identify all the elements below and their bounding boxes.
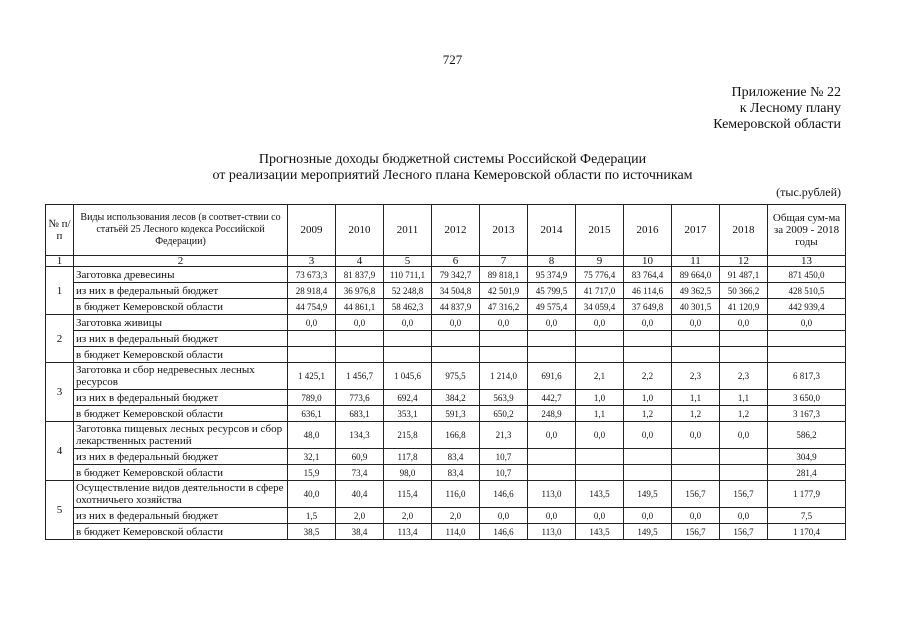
value-cell: 0,0 (720, 422, 768, 449)
column-number: 13 (768, 256, 846, 267)
value-cell: 146,6 (480, 524, 528, 540)
total-cell: 428 510,5 (768, 283, 846, 299)
value-cell (432, 331, 480, 347)
row-label: из них в федеральный бюджет (74, 390, 288, 406)
value-cell (720, 449, 768, 465)
value-cell (288, 331, 336, 347)
header-year: 2017 (672, 205, 720, 256)
value-cell: 2,3 (672, 363, 720, 390)
table-row (46, 422, 846, 449)
value-cell: 773,6 (336, 390, 384, 406)
value-cell: 89 818,1 (480, 267, 528, 283)
value-cell: 34 504,8 (432, 283, 480, 299)
value-cell: 95 374,9 (528, 267, 576, 283)
value-cell: 114,0 (432, 524, 480, 540)
value-cell (672, 465, 720, 481)
appendix-header (713, 85, 841, 133)
value-cell: 353,1 (384, 406, 432, 422)
value-cell: 73 673,3 (288, 267, 336, 283)
value-cell (384, 331, 432, 347)
value-cell: 1,5 (288, 508, 336, 524)
value-cell (624, 331, 672, 347)
value-cell: 134,3 (336, 422, 384, 449)
total-cell: 586,2 (768, 422, 846, 449)
total-cell: 7,5 (768, 508, 846, 524)
table-row (46, 347, 846, 363)
value-cell: 650,2 (480, 406, 528, 422)
value-cell: 0,0 (672, 315, 720, 331)
table-row (46, 508, 846, 524)
header-year: 2015 (576, 205, 624, 256)
value-cell: 41 717,0 (576, 283, 624, 299)
appendix-line: Приложение № 22 (731, 85, 841, 100)
value-cell: 156,7 (720, 481, 768, 508)
page-number: 727 (442, 52, 463, 67)
value-cell: 1,0 (576, 390, 624, 406)
table-row (46, 449, 846, 465)
value-cell: 91 487,1 (720, 267, 768, 283)
value-cell: 110 711,1 (384, 267, 432, 283)
row-group-number: 2 (46, 315, 74, 363)
value-cell: 0,0 (576, 422, 624, 449)
column-number: 8 (528, 256, 576, 267)
table-row (46, 283, 846, 299)
appendix-line: к Лесному плану (739, 101, 841, 116)
value-cell: 0,0 (288, 315, 336, 331)
column-number-row (46, 256, 846, 267)
row-group-number: 1 (46, 267, 74, 315)
value-cell: 1,1 (672, 390, 720, 406)
column-number: 11 (672, 256, 720, 267)
value-cell (624, 449, 672, 465)
value-cell: 1,1 (576, 406, 624, 422)
value-cell: 442,7 (528, 390, 576, 406)
value-cell: 40 301,5 (672, 299, 720, 315)
value-cell: 0,0 (720, 508, 768, 524)
value-cell: 149,5 (624, 481, 672, 508)
value-cell: 692,4 (384, 390, 432, 406)
header-year: 2013 (480, 205, 528, 256)
value-cell (720, 331, 768, 347)
value-cell: 83 764,4 (624, 267, 672, 283)
header-total: Общая сум-ма за 2009 - 2018 годы (768, 205, 846, 256)
column-number: 6 (432, 256, 480, 267)
row-label: из них в федеральный бюджет (74, 508, 288, 524)
value-cell: 2,0 (384, 508, 432, 524)
table-row (46, 267, 846, 283)
value-cell: 2,0 (432, 508, 480, 524)
value-cell (576, 347, 624, 363)
value-cell: 1 425,1 (288, 363, 336, 390)
value-cell: 34 059,4 (576, 299, 624, 315)
header-num: № п/п (46, 205, 74, 256)
row-label: Заготовка пищевых лесных ресурсов и сбор лекарственных растений (74, 422, 288, 449)
value-cell: 1,2 (672, 406, 720, 422)
total-cell (768, 347, 846, 363)
table-row (46, 524, 846, 540)
value-cell (528, 347, 576, 363)
value-cell: 40,4 (336, 481, 384, 508)
row-label: Заготовка древесины (74, 267, 288, 283)
value-cell: 113,4 (384, 524, 432, 540)
value-cell: 0,0 (624, 508, 672, 524)
column-number: 10 (624, 256, 672, 267)
value-cell: 73,4 (336, 465, 384, 481)
header-row (46, 205, 846, 256)
total-cell: 3 167,3 (768, 406, 846, 422)
value-cell: 37 649,8 (624, 299, 672, 315)
value-cell: 36 976,8 (336, 283, 384, 299)
table-row (46, 406, 846, 422)
row-label: в бюджет Кемеровской области (74, 524, 288, 540)
header-year: 2012 (432, 205, 480, 256)
value-cell: 44 837,9 (432, 299, 480, 315)
row-label: Заготовка живицы (74, 315, 288, 331)
value-cell: 115,4 (384, 481, 432, 508)
value-cell: 2,2 (624, 363, 672, 390)
value-cell: 0,0 (672, 508, 720, 524)
row-label: из них в федеральный бюджет (74, 283, 288, 299)
value-cell: 166,8 (432, 422, 480, 449)
value-cell: 42 501,9 (480, 283, 528, 299)
value-cell: 975,5 (432, 363, 480, 390)
value-cell: 146,6 (480, 481, 528, 508)
value-cell: 691,6 (528, 363, 576, 390)
row-group-number: 5 (46, 481, 74, 540)
value-cell: 41 120,9 (720, 299, 768, 315)
value-cell (528, 465, 576, 481)
row-label: в бюджет Кемеровской области (74, 299, 288, 315)
column-number: 7 (480, 256, 528, 267)
table-row (46, 481, 846, 508)
table-row (46, 315, 846, 331)
value-cell: 143,5 (576, 481, 624, 508)
value-cell: 44 861,1 (336, 299, 384, 315)
value-cell: 46 114,6 (624, 283, 672, 299)
total-cell: 871 450,0 (768, 267, 846, 283)
value-cell: 0,0 (528, 508, 576, 524)
revenue-table (45, 204, 846, 540)
total-cell: 281,4 (768, 465, 846, 481)
value-cell: 0,0 (576, 315, 624, 331)
column-number: 12 (720, 256, 768, 267)
value-cell: 1,0 (624, 390, 672, 406)
value-cell: 38,4 (336, 524, 384, 540)
value-cell: 38,5 (288, 524, 336, 540)
value-cell (576, 449, 624, 465)
value-cell: 0,0 (624, 422, 672, 449)
value-cell: 1,1 (720, 390, 768, 406)
row-group-number: 3 (46, 363, 74, 422)
value-cell: 156,7 (672, 524, 720, 540)
value-cell: 44 754,9 (288, 299, 336, 315)
value-cell: 248,9 (528, 406, 576, 422)
value-cell: 0,0 (528, 315, 576, 331)
header-year: 2016 (624, 205, 672, 256)
table-body (46, 267, 846, 540)
header-year: 2018 (720, 205, 768, 256)
value-cell: 1,2 (624, 406, 672, 422)
value-cell (480, 347, 528, 363)
value-cell: 32,1 (288, 449, 336, 465)
value-cell: 75 776,4 (576, 267, 624, 283)
row-label: из них в федеральный бюджет (74, 449, 288, 465)
total-cell (768, 331, 846, 347)
value-cell: 0,0 (384, 315, 432, 331)
units-label: (тыс.рублей) (776, 185, 841, 199)
value-cell: 83,4 (432, 465, 480, 481)
value-cell: 1 214,0 (480, 363, 528, 390)
value-cell (480, 331, 528, 347)
value-cell: 0,0 (576, 508, 624, 524)
value-cell: 116,0 (432, 481, 480, 508)
column-number: 5 (384, 256, 432, 267)
value-cell: 83,4 (432, 449, 480, 465)
value-cell (720, 465, 768, 481)
total-cell: 442 939,4 (768, 299, 846, 315)
value-cell: 0,0 (480, 508, 528, 524)
value-cell: 0,0 (528, 422, 576, 449)
total-cell: 6 817,3 (768, 363, 846, 390)
value-cell: 10,7 (480, 465, 528, 481)
value-cell: 0,0 (336, 315, 384, 331)
table-row (46, 363, 846, 390)
header-year: 2011 (384, 205, 432, 256)
value-cell: 21,3 (480, 422, 528, 449)
row-label: в бюджет Кемеровской области (74, 347, 288, 363)
value-cell (672, 347, 720, 363)
value-cell: 789,0 (288, 390, 336, 406)
value-cell: 2,3 (720, 363, 768, 390)
value-cell: 0,0 (720, 315, 768, 331)
total-cell: 0,0 (768, 315, 846, 331)
column-number: 3 (288, 256, 336, 267)
value-cell: 636,1 (288, 406, 336, 422)
table-row (46, 465, 846, 481)
value-cell (384, 347, 432, 363)
value-cell: 156,7 (672, 481, 720, 508)
value-cell: 591,3 (432, 406, 480, 422)
header-year: 2009 (288, 205, 336, 256)
value-cell (624, 465, 672, 481)
row-label: в бюджет Кемеровской области (74, 406, 288, 422)
value-cell (576, 465, 624, 481)
row-label: из них в федеральный бюджет (74, 331, 288, 347)
value-cell (528, 449, 576, 465)
total-cell: 3 650,0 (768, 390, 846, 406)
header-year: 2014 (528, 205, 576, 256)
value-cell: 48,0 (288, 422, 336, 449)
value-cell: 113,0 (528, 481, 576, 508)
value-cell: 143,5 (576, 524, 624, 540)
document-title (0, 152, 905, 184)
table-row (46, 331, 846, 347)
row-group-number: 4 (46, 422, 74, 481)
value-cell: 1,2 (720, 406, 768, 422)
table-header (46, 205, 846, 267)
value-cell (432, 347, 480, 363)
value-cell: 0,0 (672, 422, 720, 449)
value-cell (576, 331, 624, 347)
appendix-line: Кемеровской области (713, 117, 841, 132)
value-cell (288, 347, 336, 363)
column-number: 4 (336, 256, 384, 267)
value-cell: 1 456,7 (336, 363, 384, 390)
title-line: от реализации мероприятий Лесного плана Кемеровской области по источникам (212, 168, 693, 183)
value-cell: 58 462,3 (384, 299, 432, 315)
value-cell: 28 918,4 (288, 283, 336, 299)
value-cell (672, 449, 720, 465)
value-cell: 40,0 (288, 481, 336, 508)
row-label: в бюджет Кемеровской области (74, 465, 288, 481)
column-number: 9 (576, 256, 624, 267)
value-cell: 0,0 (480, 315, 528, 331)
value-cell (672, 331, 720, 347)
header-description: Виды использования лесов (в соответ-ствии со статьёй 25 Лесного кодекса Российской Федерации) (74, 205, 288, 256)
title-line: Прогнозные доходы бюджетной системы Российской Федерации (258, 152, 647, 167)
value-cell (336, 331, 384, 347)
total-cell: 304,9 (768, 449, 846, 465)
value-cell: 384,2 (432, 390, 480, 406)
value-cell: 52 248,8 (384, 283, 432, 299)
value-cell: 1 045,6 (384, 363, 432, 390)
header-year: 2010 (336, 205, 384, 256)
value-cell: 49 575,4 (528, 299, 576, 315)
value-cell: 149,5 (624, 524, 672, 540)
value-cell: 50 366,2 (720, 283, 768, 299)
value-cell: 89 664,0 (672, 267, 720, 283)
value-cell: 81 837,9 (336, 267, 384, 283)
value-cell (720, 347, 768, 363)
value-cell: 113,0 (528, 524, 576, 540)
total-cell: 1 170,4 (768, 524, 846, 540)
value-cell: 15,9 (288, 465, 336, 481)
value-cell (336, 347, 384, 363)
value-cell: 45 799,5 (528, 283, 576, 299)
value-cell: 0,0 (432, 315, 480, 331)
value-cell: 117,8 (384, 449, 432, 465)
value-cell: 47 316,2 (480, 299, 528, 315)
value-cell (624, 347, 672, 363)
value-cell: 2,1 (576, 363, 624, 390)
value-cell: 10,7 (480, 449, 528, 465)
value-cell: 683,1 (336, 406, 384, 422)
value-cell (528, 331, 576, 347)
table-row (46, 390, 846, 406)
value-cell: 215,8 (384, 422, 432, 449)
value-cell: 49 362,5 (672, 283, 720, 299)
value-cell: 60,9 (336, 449, 384, 465)
value-cell: 0,0 (624, 315, 672, 331)
row-label: Заготовка и сбор недревесных лесных ресурсов (74, 363, 288, 390)
column-number: 2 (74, 256, 288, 267)
total-cell: 1 177,9 (768, 481, 846, 508)
column-number: 1 (46, 256, 74, 267)
table-row (46, 299, 846, 315)
value-cell: 156,7 (720, 524, 768, 540)
row-label: Осуществление видов деятельности в сфере охотничьего хозяйства (74, 481, 288, 508)
value-cell: 563,9 (480, 390, 528, 406)
value-cell: 79 342,7 (432, 267, 480, 283)
value-cell: 98,0 (384, 465, 432, 481)
value-cell: 2,0 (336, 508, 384, 524)
